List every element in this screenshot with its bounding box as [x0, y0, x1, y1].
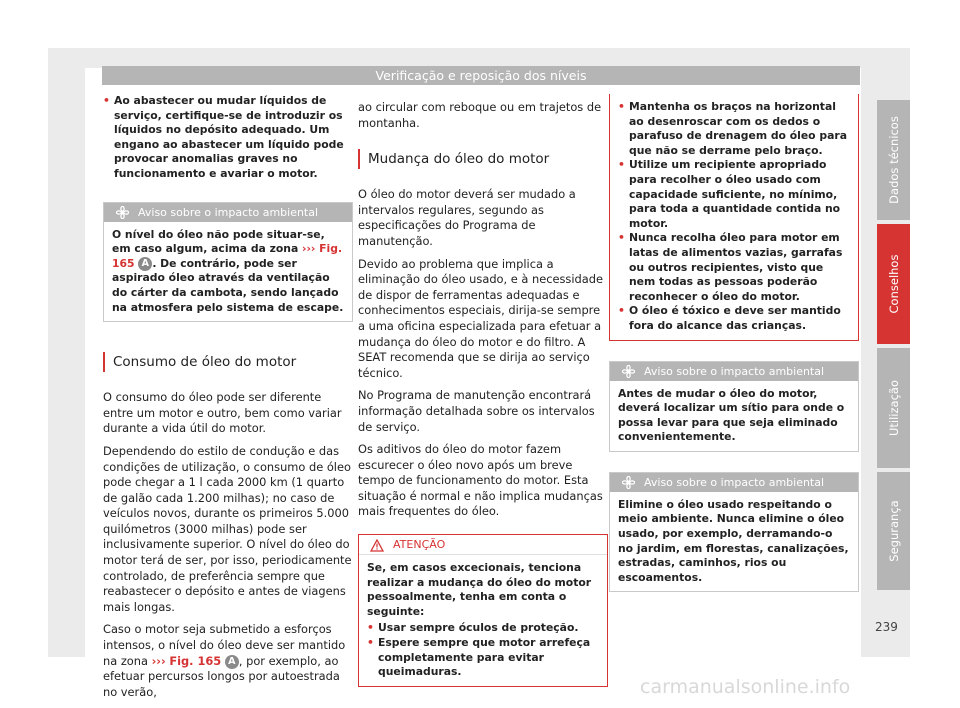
environment-notice-box	[609, 472, 859, 593]
figure-link[interactable]: Fig. 165	[169, 653, 222, 668]
paragraph: Os aditivos do óleo do motor fazem escurecer o óleo novo após um breve tempo de funcionamento do motor. Esta situação é normal e não implica mudanças mais frequentes do óleo.	[358, 442, 603, 519]
box-title: Aviso sobre o impacto ambiental	[644, 364, 825, 378]
page-number: 239	[875, 620, 898, 634]
text-span: Caso o motor seja submetido a esforços intensos, o nível do óleo deve ser mantido na zona	[103, 622, 346, 668]
column-3	[609, 94, 859, 606]
marker-badge: A	[225, 655, 239, 669]
paragraph: Dependendo do estilo de condução e das condições de utilização, o consumo de óleo pode chegar a 1 l cada 2000 km (1 quarto de galão cada 1.200 milhas); no caso de veículos novos, durante os primeiros 5.000 quilómetros (3000 milhas) pode ser inclusivamente superior. O nível do óleo do motor terá de ser, por isso, periodicamente controlado, de preferência sempre que reabastecer o depósito e antes de viagens mais longas.	[103, 443, 352, 614]
crossref-arrows: ›››	[302, 242, 316, 256]
paragraph: O consumo do óleo pode ser diferente entre um motor e outro, bem como variar durante a vida útil do motor.	[103, 390, 342, 436]
box-body	[104, 222, 352, 322]
tab-label: Dados técnicos	[886, 116, 901, 204]
box-text: Antes de mudar o óleo do motor, deverá localizar um sítio para onde o possa levar para que seja eliminado convenientemente.	[618, 386, 845, 444]
box-header	[359, 535, 607, 555]
box-text: Elimine o óleo usado respeitando o meio ambiente. Nunca elimine o óleo usado, por exemplo, derramando-o no jardim, em florestas, canalizações, estradas, caminhos, rios ou escoamentos.	[618, 497, 849, 584]
column-2	[358, 100, 608, 701]
box-title: Aviso sobre o impacto ambiental	[138, 205, 319, 219]
bullet-item: • Nunca recolha óleo para motor em latas de alimentos vazias, garrafas ou outros recipientes, visto que nem todas as pessoas poderão reconhecer o óleo do motor.	[618, 231, 850, 304]
text-span: . De contrário, pode ser aspirado óleo através da ventilação do cárter da cambota, sendo lançado na atmosfera pelo sistema de escape.	[112, 256, 344, 314]
warning-triangle-icon	[369, 535, 385, 554]
bullet-item: • Utilize um recipiente apropriado para recolher o óleo usado com capacidade suficiente, no mínimo, para toda a quantidade contida no motor.	[618, 158, 850, 231]
environment-notice-box	[103, 202, 353, 323]
box-body	[610, 492, 858, 592]
tab-label: Segurança	[886, 500, 901, 562]
box-text	[112, 228, 344, 316]
box-title: ATENÇÃO	[393, 538, 446, 552]
section-title: Mudança do óleo do motor	[358, 149, 608, 169]
marker-badge: A	[138, 257, 152, 271]
tab-label: Utilização	[886, 379, 901, 437]
tab-conselhos[interactable]	[877, 224, 910, 344]
tab-label: Conselhos	[886, 254, 901, 314]
section-title: Consumo de óleo do motor	[103, 352, 353, 372]
tab-dados-tecnicos[interactable]	[877, 100, 910, 220]
bullet-item: • O óleo é tóxico e deve ser mantido fora do alcance das crianças.	[618, 304, 850, 333]
bullet-item: • Usar sempre óculos de proteção.	[367, 621, 599, 636]
column-1	[103, 94, 353, 707]
box-header	[610, 362, 858, 381]
paragraph: O óleo do motor deverá ser mudado a intervalos regulares, segundo as especificações do Programa de manutenção.	[358, 187, 576, 248]
box-header	[104, 203, 352, 222]
box-title: Aviso sobre o impacto ambiental	[644, 475, 825, 489]
tab-seguranca[interactable]	[877, 472, 910, 590]
paragraph: Devido ao problema que implica a eliminação do óleo usado, e à necessidade de dispor de ferramentas adequadas e conhecimentos especiais, dirija-se sempre a uma oficina especializada para efetuar a mudança do óleo do motor e do filtro. A SEAT recomenda que se dirija ao serviço técnico.	[358, 256, 603, 380]
paragraph	[103, 622, 353, 700]
bullet-item: • Ao abastecer ou mudar líquidos de serviço, certifique-se de introduzir os líquidos no depósito adequado. Um engano ao abastecer um líquido pode provocar anomalias graves no funcionamento e avariar o motor.	[103, 94, 353, 182]
box-body	[610, 381, 858, 451]
page-header: Verificação e reposição dos níveis	[102, 66, 860, 85]
crossref-arrows: ›››	[151, 653, 166, 668]
bullet-item: • Mantenha os braços na horizontal ao desenroscar com os dedos o parafuso de drenagem do óleo para que não se derrame pelo braço.	[618, 100, 850, 158]
watermark: carmanualsonline.info	[640, 676, 851, 698]
tab-utilizacao[interactable]	[877, 348, 910, 468]
bullet-item: • Espere sempre que motor arrefeça completamente para evitar queimaduras.	[367, 636, 599, 680]
paragraph: ao circular com reboque ou em trajetos de montanha.	[358, 100, 602, 130]
environment-icon	[620, 473, 636, 492]
box-text: Se, em casos excecionais, tenciona realizar a mudança do óleo do motor pessoalmente, tenha em conta o seguinte:	[367, 561, 592, 618]
warning-box	[358, 534, 608, 687]
text-span: , por exemplo, ao efetuar percursos longos por autoestrada no verão,	[103, 653, 340, 699]
environment-icon	[114, 203, 130, 222]
figure-link[interactable]: Fig. 165	[112, 242, 343, 270]
environment-notice-box	[609, 361, 859, 452]
environment-icon	[620, 362, 636, 381]
text-span: O nível do óleo não pode situar-se, em caso algum, acima da zona	[112, 227, 325, 256]
warning-box-continuation	[609, 94, 859, 341]
box-header	[610, 473, 858, 492]
box-body	[359, 555, 607, 686]
paragraph: No Programa de manutenção encontrará informação detalhada sobre os intervalos de serviço.	[358, 388, 595, 434]
